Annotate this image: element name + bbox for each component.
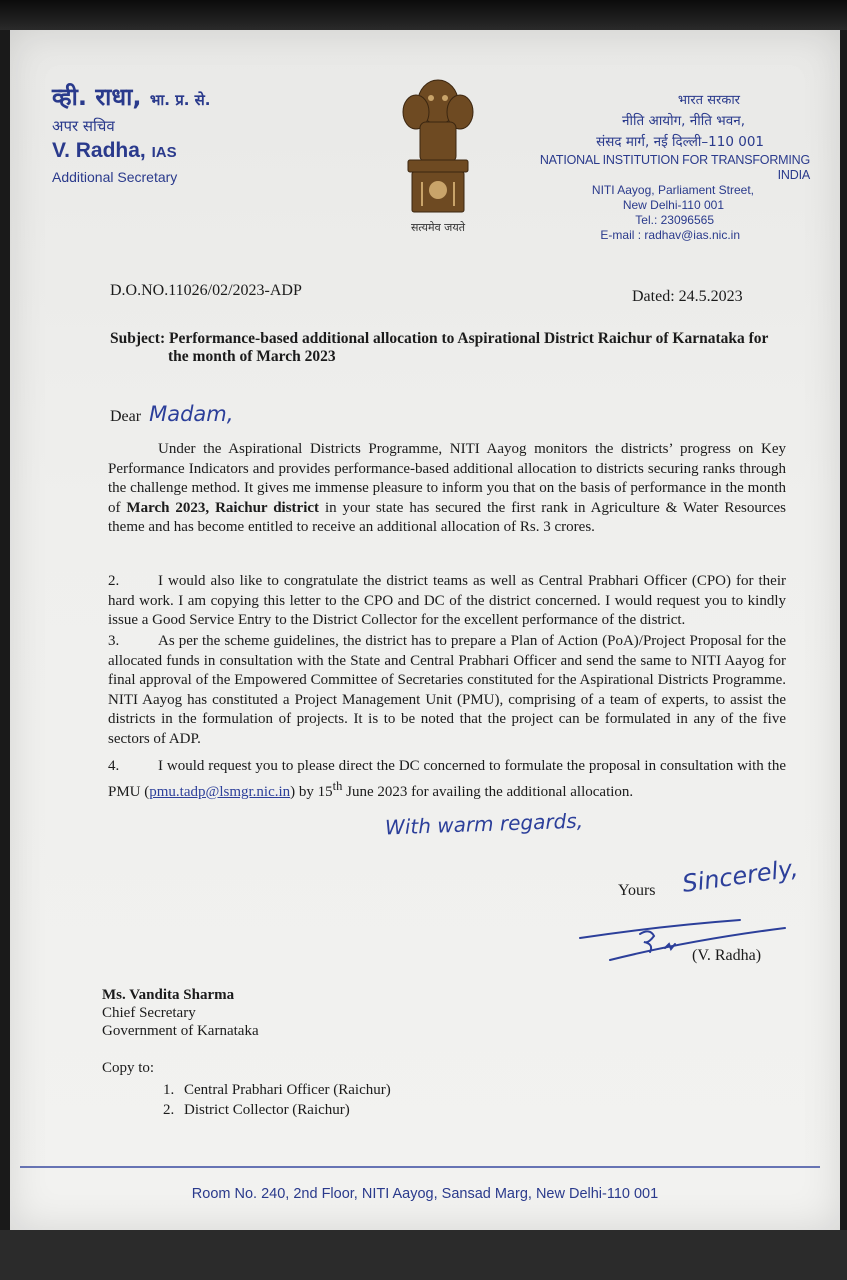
office-email: E-mail : radhav@ias.nic.in [600, 228, 740, 242]
paragraph-1: Under the Aspirational Districts Programme, NITI Aayog monitors the districts’ progress on Key Performance Indicators and provides performance-based additional allocation to districts securing ranks through the challenge method. It gives me immense pleasure to inform you that on the basis of performance in the month of March 2023, Raichur district in your state has secured the first rank in Agriculture & Water Resources theme and has become entitled to receive an additional allocation of Rs. 3 crores. [108, 441, 786, 535]
office-address-1: NITI Aayog, Parliament Street, [591, 183, 754, 197]
recipient-name: Ms. Vandita Sharma [102, 987, 235, 1003]
emblem-motto: सत्यमेव जयते [410, 221, 465, 234]
office-block [510, 90, 810, 243]
footer-divider [20, 1166, 820, 1168]
sender-title-hindi: अपर सचिव [52, 117, 115, 135]
salutation: Dear Madam, [110, 402, 234, 426]
screen-bottom-band [0, 1230, 847, 1280]
copy-to-label: Copy to: [102, 1060, 155, 1076]
national-emblem-icon [398, 72, 478, 242]
lion-capital-icon [398, 72, 478, 217]
copy-to-list [102, 1080, 391, 1120]
sender-name-hindi: व्ही. राधा, भा. प्र. से. [52, 83, 211, 111]
handwritten-madam: Madam, [149, 402, 234, 426]
sender-name-english: V. Radha, IAS [52, 139, 177, 162]
list-item: 1. Central Prabhari Officer (Raichur) [178, 1080, 391, 1100]
copy-to-block [102, 1058, 391, 1120]
sender-block [52, 82, 211, 187]
paragraph-4: 4. I would request you to please direct the DC concerned to formulate the proposal in consultation with the PMU (pmu.tadp@lsmgr.nic.in) by 15th June 2023 for availing the additional allocation. [108, 758, 786, 800]
paragraph-3: 3. As per the scheme guidelines, the district has to prepare a Plan of Action (PoA)/Project Proposal for the allocated funds in consultation with the State and Central Prabhari Officer and send the same to NITI Aayog for final approval of the Empowered Committee of Secretaries constituted for the Aspirational Districts Programme. NITI Aayog has constituted a Project Management Unit (PMU), comprising of a team of experts, to assist the districts in the formulation of projects. It is to be noted that the project can be formulated in any of the five sectors of ADP. [108, 633, 786, 747]
signatory-name: (V. Radha) [692, 947, 762, 964]
office-line-3: संसद मार्ग, नई दिल्ली–110 001 [596, 134, 764, 150]
office-tel: Tel.: 23096565 [635, 213, 714, 227]
office-line-2: नीति आयोग, नीति भवन, [621, 113, 745, 129]
recipient-block [102, 986, 259, 1040]
handwritten-regards: With warm regards, [384, 808, 584, 840]
office-address-2: New Delhi-110 001 [622, 198, 724, 212]
office-line-1: भारत सरकार [677, 93, 740, 108]
letter-page [10, 30, 840, 1230]
office-institution: NATIONAL INSTITUTION FOR TRANSFORMING INDIA [539, 153, 810, 182]
letter-date: Dated: 24.5.2023 [632, 288, 743, 305]
list-item: 2. District Collector (Raichur) [178, 1100, 391, 1120]
closing-yours: Yours [618, 882, 656, 899]
recipient-organisation: Government of Karnataka [102, 1023, 259, 1039]
footer-address: Room No. 240, 2nd Floor, NITI Aayog, Sansad Marg, New Delhi-110 001 [191, 1186, 659, 1202]
sender-title-english: Additional Secretary [52, 169, 178, 185]
pmu-email-link[interactable]: pmu.tadp@lsmgr.nic.in [149, 783, 291, 800]
letter-subject: Subject: Performance-based additional allocation to Aspirational District Raichur of Karnataka for the month of March 2023 [110, 330, 769, 365]
screen-top-band [0, 0, 847, 30]
handwritten-sincerely: Sincerely, [680, 854, 800, 898]
do-number: D.O.NO.11026/02/2023-ADP [110, 282, 302, 299]
recipient-designation: Chief Secretary [102, 1005, 196, 1021]
paragraph-2: 2. I would also like to congratulate the district teams as well as Central Prabhari Officer (CPO) for their hard work. I am copying this letter to the CPO and DC of the district concerned. I would request you to kindly issue a Good Service Entry to the District Collector for the excellent performance of the district. [108, 573, 786, 628]
